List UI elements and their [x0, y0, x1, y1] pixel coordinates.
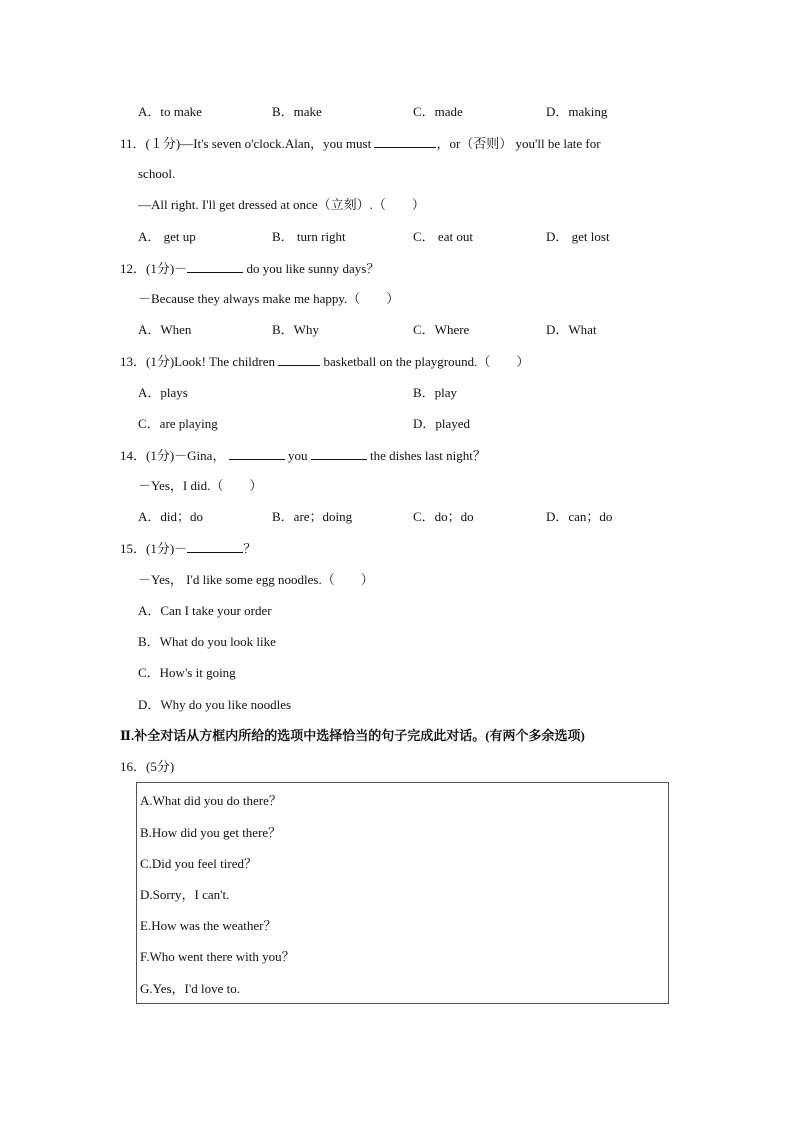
q12-text-a: － [174, 261, 188, 276]
q11-number: 11．(１分) [120, 136, 181, 151]
q15-blank [187, 540, 243, 553]
q11-option-b: B． turn right [272, 229, 346, 244]
q14-option-c: C．do；do [413, 509, 474, 524]
q15-number: 15．(1分) [120, 541, 175, 556]
q15-text-a: － [174, 541, 188, 556]
q15-option-a: A．Can I take your order [138, 603, 272, 618]
q12-option-b: B．Why [272, 322, 319, 337]
q13-text-a: Look! The children [174, 354, 276, 369]
q11-line3: —All right. I'll get dressed at once（立刻）.（ ） [138, 197, 425, 212]
q13-option-a: A．plays [138, 385, 188, 400]
q15-text-b: ？ [243, 541, 257, 556]
q16-number: 16．(5分) [120, 759, 175, 774]
box-option-g: G.Yes，I'd love to. [140, 981, 240, 996]
box-option-d: D.Sorry，I can't. [140, 887, 230, 902]
q11-option-a: A． get up [138, 229, 196, 244]
q12-option-a: A．When [138, 322, 192, 337]
q14-blank-2 [311, 447, 367, 460]
q14-text-b: you [287, 448, 308, 463]
q14-text-a: －Gina， [174, 448, 226, 463]
q11-text-b: ，or（否则） you'll be late for [436, 136, 601, 151]
q10-option-b: B．make [272, 104, 322, 119]
q14-line1 [120, 447, 486, 464]
q12-number: 12．(1分) [120, 261, 175, 276]
q14-number: 14．(1分) [120, 448, 175, 463]
q12-line1 [120, 260, 379, 277]
box-option-e: E.How was the weather？ [140, 918, 277, 933]
q13-option-d: D．played [413, 416, 471, 431]
q13-line1 [120, 353, 529, 370]
q12-option-d: D．What [546, 322, 597, 337]
q12-line2: －Because they always make me happy.（ ） [138, 291, 400, 306]
q15-line1 [120, 540, 256, 557]
q12-blank [187, 260, 243, 273]
q11-text-a: —It's seven o'clock.Alan，you must [180, 136, 372, 151]
box-option-f: F.Who went there with you？ [140, 949, 295, 964]
q13-number: 13．(1分) [120, 354, 175, 369]
box-option-b: B.How did you get there？ [140, 825, 282, 840]
q11-line1 [120, 135, 601, 152]
q10-option-a: A．to make [138, 104, 202, 119]
q15-option-d: D．Why do you like noodles [138, 697, 292, 712]
q12-option-c: C．Where [413, 322, 470, 337]
q14-option-a: A．did；do [138, 509, 204, 524]
box-option-a: A.What did you do there？ [140, 793, 282, 808]
q15-line2: －Yes， I'd like some egg noodles.（ ） [138, 572, 374, 587]
q12-text-b: do you like sunny days？ [246, 261, 380, 276]
q10-option-c: C．made [413, 104, 463, 119]
q14-option-d: D．can；do [546, 509, 613, 524]
q14-option-b: B．are；doing [272, 509, 353, 524]
q11-option-c: C． eat out [413, 229, 473, 244]
q14-line2: －Yes，I did.（ ） [138, 478, 263, 493]
q13-blank [278, 353, 320, 366]
q15-option-c: C．How's it going [138, 665, 236, 680]
q16-options-box [136, 782, 669, 1004]
q14-text-c: the dishes last night？ [369, 448, 486, 463]
q13-option-c: C．are playing [138, 416, 218, 431]
q14-blank-1 [229, 447, 285, 460]
q11-line2: school. [138, 166, 176, 181]
q13-option-b: B．play [413, 385, 458, 400]
q11-blank [374, 135, 436, 148]
section-2-title: Ⅱ.补全对话从方框内所给的选项中选择恰当的句子完成此对话。(有两个多余选项) [120, 728, 585, 743]
box-option-c: C.Did you feel tired？ [140, 856, 257, 871]
q11-option-d: D． get lost [546, 229, 610, 244]
q15-option-b: B．What do you look like [138, 634, 276, 649]
q13-text-b: basketball on the playground.（ ） [323, 354, 530, 369]
q10-option-d: D．making [546, 104, 608, 119]
